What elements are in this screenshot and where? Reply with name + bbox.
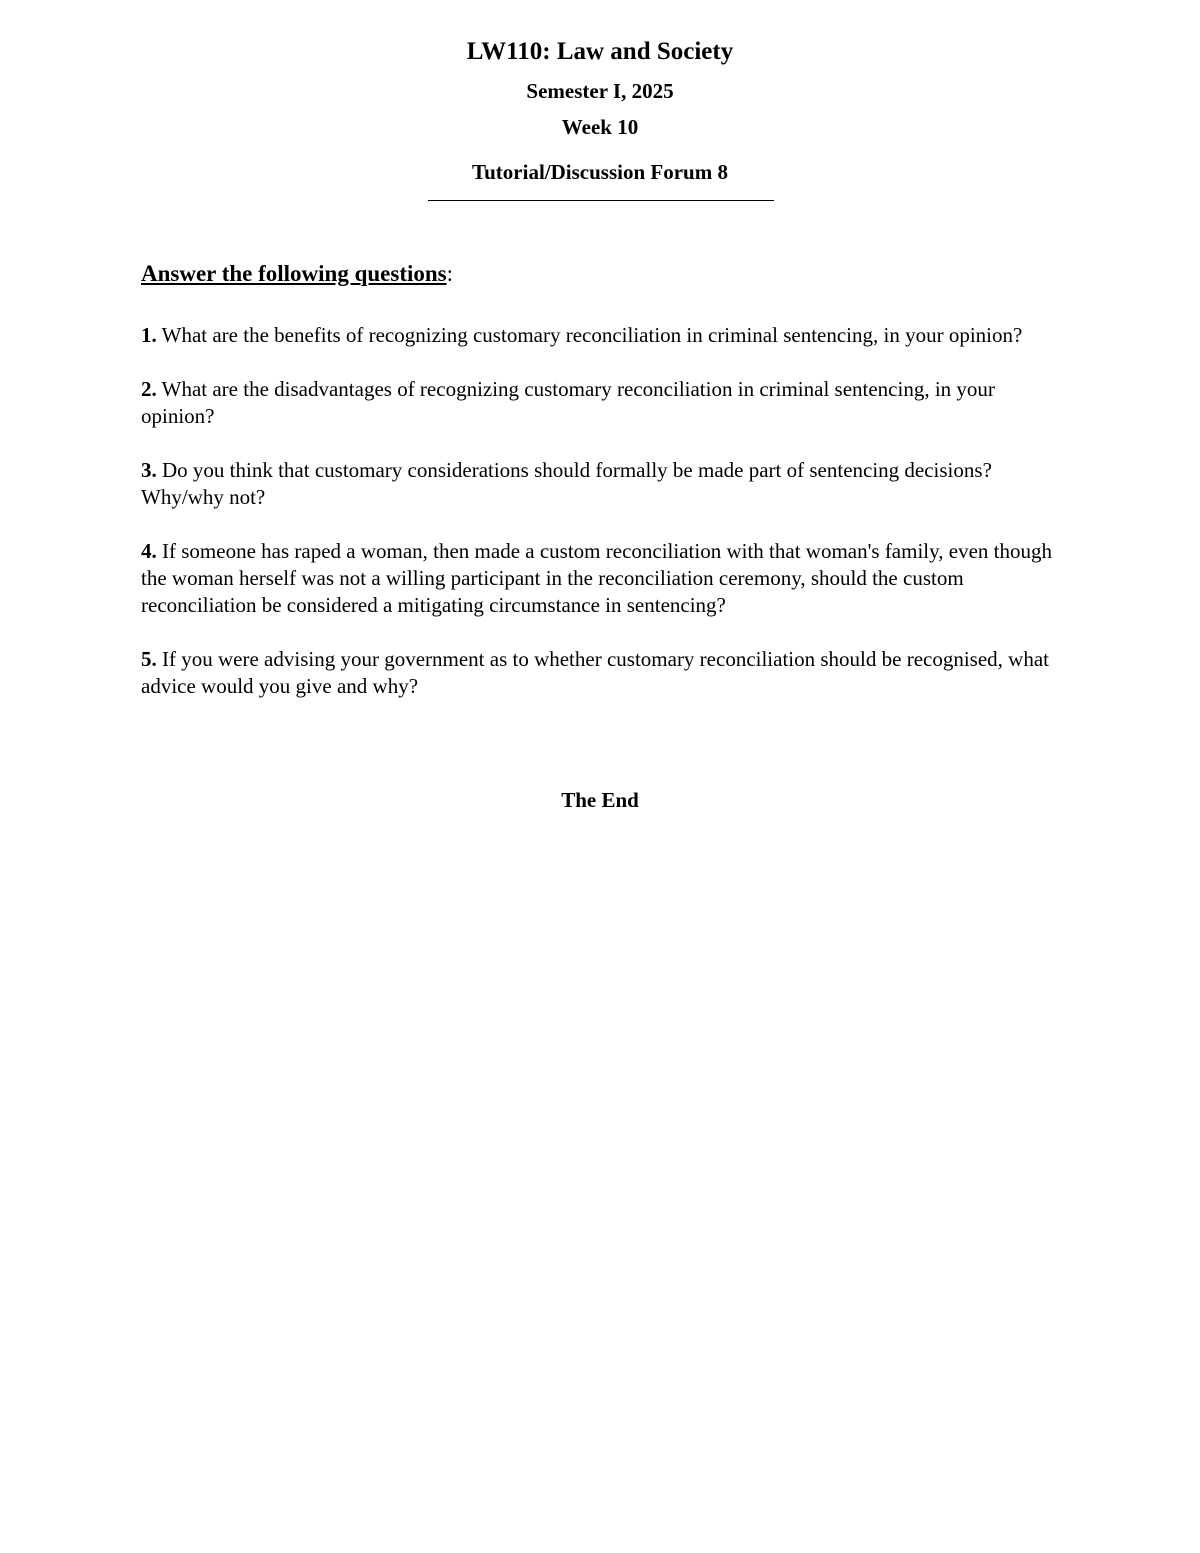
question-list	[141, 322, 1061, 727]
question-text: Do you think that customary considerations should formally be made part of sentencing decisions? Why/why not?	[141, 458, 992, 509]
question-number: 3.	[141, 458, 157, 482]
question-5	[141, 646, 1061, 700]
question-text: If you were advising your government as to whether customary reconciliation should be recognised, what advice would you give and why?	[141, 647, 1049, 698]
header-divider	[428, 200, 774, 201]
question-3	[141, 457, 1061, 511]
question-text: If someone has raped a woman, then made a custom reconciliation with that woman's family, even though the woman herself was not a willing participant in the reconciliation ceremony, should the custom reconciliation be considered a mitigating circumstance in sentencing?	[141, 539, 1052, 617]
instruction-colon: :	[446, 261, 454, 286]
week-label: Week 10	[561, 115, 639, 139]
question-number: 4.	[141, 539, 157, 563]
semester-label: Semester I, 2025	[526, 79, 674, 103]
question-number: 1.	[141, 323, 157, 347]
question-text: What are the disadvantages of recognizing customary reconciliation in criminal sentencing, in your opinion?	[141, 377, 995, 428]
question-number: 5.	[141, 647, 157, 671]
question-4	[141, 538, 1061, 619]
instruction-heading	[141, 259, 453, 289]
question-text: What are the benefits of recognizing customary reconciliation in criminal sentencing, in your opinion?	[161, 323, 1023, 347]
forum-title: Tutorial/Discussion Forum 8	[472, 160, 728, 184]
instruction-lead: Answer the following questions	[141, 261, 447, 286]
question-number: 2.	[141, 377, 157, 401]
question-2	[141, 376, 1061, 430]
end-label: The End	[561, 788, 639, 812]
course-title: LW110: Law and Society	[466, 38, 734, 65]
question-1	[141, 322, 1061, 349]
